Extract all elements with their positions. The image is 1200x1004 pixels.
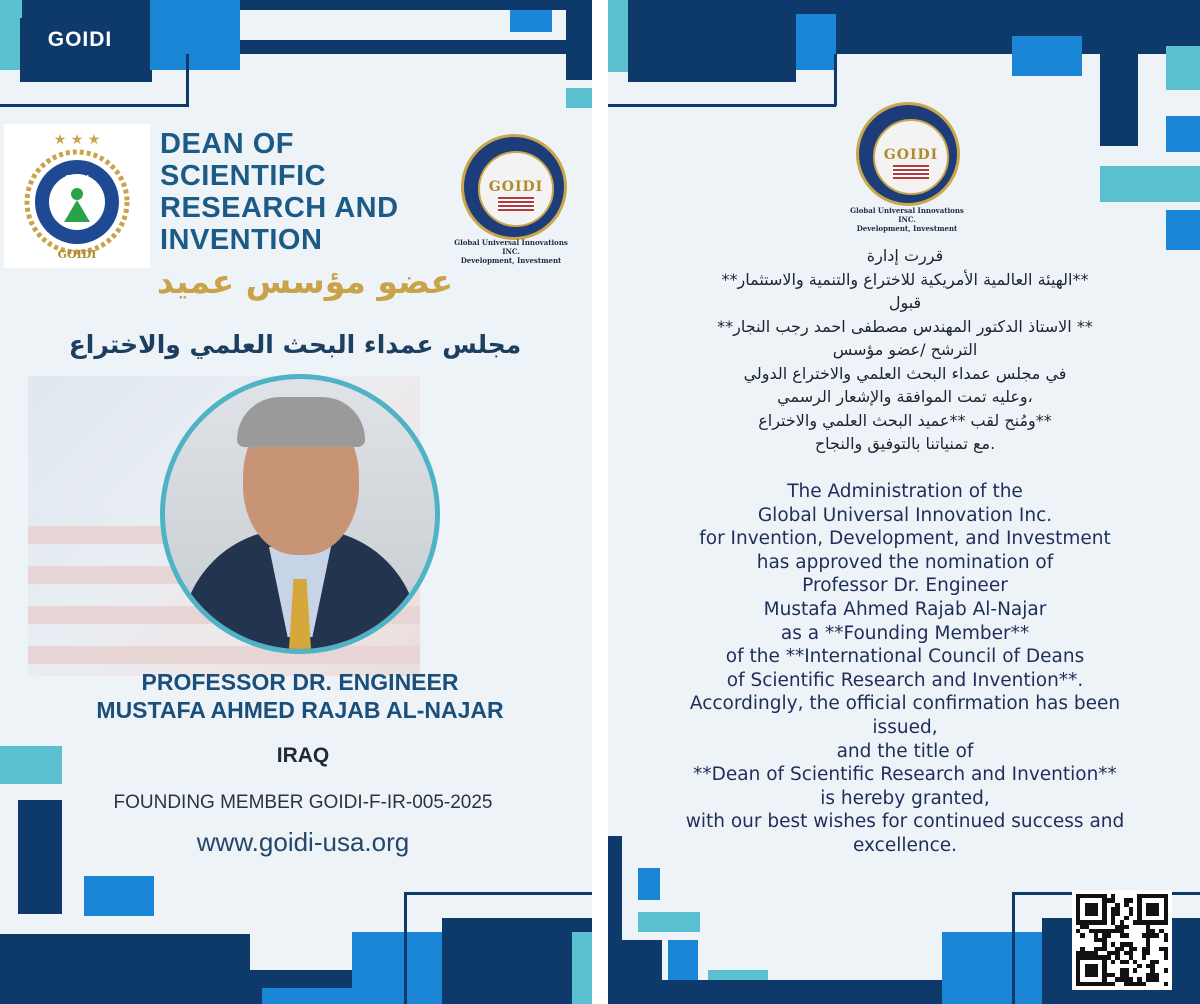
- decor-block: [608, 836, 622, 1004]
- decor-block: [262, 988, 352, 1004]
- decor-block: [1166, 210, 1200, 250]
- english-line: Accordingly, the official confirmation has been: [689, 693, 1121, 715]
- brand-tag: GOIDI: [47, 28, 113, 51]
- decor-block: [150, 0, 240, 70]
- seal-text: GOIDI: [883, 147, 939, 163]
- decor-block: [1012, 36, 1082, 76]
- seal-caption-line: Global Universal Innovations INC.: [850, 206, 964, 224]
- title-line: RESEARCH AND: [160, 192, 399, 224]
- seal-caption-line: Development, Investment: [856, 224, 958, 233]
- seal-flag-icon: [893, 165, 929, 179]
- english-line: issued,: [872, 716, 938, 738]
- decor-line: [186, 54, 189, 106]
- title-line: DEAN OF: [160, 128, 294, 160]
- arabic-line: ** الاستاذ الدكتور المهندس مصطفى احمد رجب النجار**: [717, 316, 1093, 336]
- decor-block: [240, 40, 592, 54]
- decor-block: [18, 800, 62, 914]
- decor-line: [608, 104, 836, 107]
- arabic-decree-text: [640, 244, 1170, 456]
- decor-block: [510, 10, 552, 32]
- arabic-council-name: مجلس عمداء البحث العلمي والاختراع: [68, 330, 522, 359]
- decor-line: [404, 892, 407, 1004]
- english-line: of the **International Council of Deans: [725, 646, 1085, 668]
- arabic-line: **ومُنح لقب **عميد البحث العلمي والاختراع: [758, 410, 1052, 430]
- seal-text: GOIDI: [488, 179, 544, 195]
- title-line: SCIENTIFIC: [160, 160, 327, 192]
- decor-block: [796, 14, 836, 70]
- english-decree-text: [640, 480, 1170, 858]
- arabic-line: ،وعليه تمت الموافقة والإشعار الرسمي: [777, 387, 1033, 406]
- arabic-line: قبول: [888, 293, 922, 312]
- english-line: for Invention, Development, and Investment: [699, 528, 1111, 550]
- goidi-seal-icon: [856, 102, 960, 206]
- arabic-line: **الهيئة العالمية الأمريكية للاختراع والتنمية والاستثمار**: [721, 269, 1089, 289]
- english-line: excellence.: [852, 834, 958, 856]
- decor-block: [1166, 46, 1200, 90]
- decor-block: [638, 912, 700, 932]
- decor-block: [572, 932, 592, 1004]
- decor-block: [442, 918, 592, 1004]
- decor-line: [404, 892, 592, 895]
- decor-block: [638, 868, 660, 900]
- english-line: as a **Founding Member**: [780, 622, 1030, 644]
- website-link[interactable]: www.goidi-usa.org: [196, 827, 410, 857]
- seal-caption-line: Global Universal Innovations INC.: [454, 238, 568, 256]
- decor-line: [1012, 892, 1015, 1004]
- decor-line: [834, 54, 837, 106]
- goidi-seal-icon: [461, 134, 567, 240]
- english-line: The Administration of the: [787, 481, 1023, 502]
- decor-block: [84, 876, 154, 916]
- svg-text:CDSRI: CDSRI: [65, 174, 89, 182]
- english-line: Mustafa Ahmed Rajab Al-Najar: [763, 598, 1047, 620]
- decor-block: [0, 0, 22, 70]
- title-line: INVENTION: [160, 224, 323, 256]
- english-line: with our best wishes for continued success and: [685, 811, 1125, 833]
- arabic-founding-member-title: عضو مؤسس عميد: [156, 262, 454, 301]
- decor-block: [240, 0, 592, 10]
- arabic-line: في مجلس عمداء البحث العلمي والاختراع الدولي: [743, 363, 1067, 383]
- country-label: IRAQ: [276, 744, 330, 767]
- english-line: **Dean of Scientific Research and Invention**: [693, 764, 1117, 786]
- decor-block: [566, 10, 592, 80]
- decor-block: [1166, 116, 1200, 152]
- arabic-line: قررت إدارة: [866, 246, 944, 265]
- english-line: is hereby granted,: [820, 787, 990, 809]
- card-title: [160, 128, 440, 256]
- seal-caption-line: Development, Investment: [460, 256, 562, 265]
- decor-block: [566, 88, 592, 108]
- seal-caption: [446, 238, 576, 265]
- decor-block: [0, 934, 250, 970]
- qr-code-icon[interactable]: [1072, 890, 1172, 990]
- english-line: and the title of: [836, 740, 974, 762]
- decor-block: [942, 932, 1042, 1004]
- english-line: has approved the nomination of: [756, 551, 1054, 573]
- member-name: [40, 668, 560, 724]
- decor-block: [1100, 166, 1200, 202]
- decor-block: [628, 0, 796, 82]
- id-card-front: [0, 0, 592, 1004]
- english-line: Professor Dr. Engineer: [802, 575, 1008, 597]
- arabic-line: .مع تمنياتنا بالتوفيق والنجاح: [814, 434, 996, 453]
- name-line: PROFESSOR DR. ENGINEER: [141, 669, 459, 695]
- seal-flag-icon: [498, 197, 534, 211]
- svg-text:GOIDI: GOIDI: [57, 248, 97, 261]
- decor-block: [608, 0, 628, 72]
- svg-text:★ ★ ★: ★ ★ ★: [53, 132, 101, 148]
- english-line: of Scientific Research and Invention**.: [726, 669, 1084, 691]
- portrait-photo: [160, 374, 440, 654]
- decor-block: [1100, 36, 1138, 146]
- seal-caption: [842, 206, 972, 233]
- decor-block: [0, 746, 62, 784]
- membership-id: FOUNDING MEMBER GOIDI-F-IR-005-2025: [113, 792, 493, 813]
- decor-block: [352, 932, 442, 1004]
- name-line: MUSTAFA AHMED RAJAB AL-NAJAR: [96, 697, 504, 723]
- english-line: Global Universal Innovation Inc.: [757, 504, 1053, 526]
- decor-line: [0, 104, 189, 107]
- council-of-deans-logo-icon: [4, 124, 150, 268]
- arabic-line: الترشح /عضو مؤسس: [832, 340, 978, 359]
